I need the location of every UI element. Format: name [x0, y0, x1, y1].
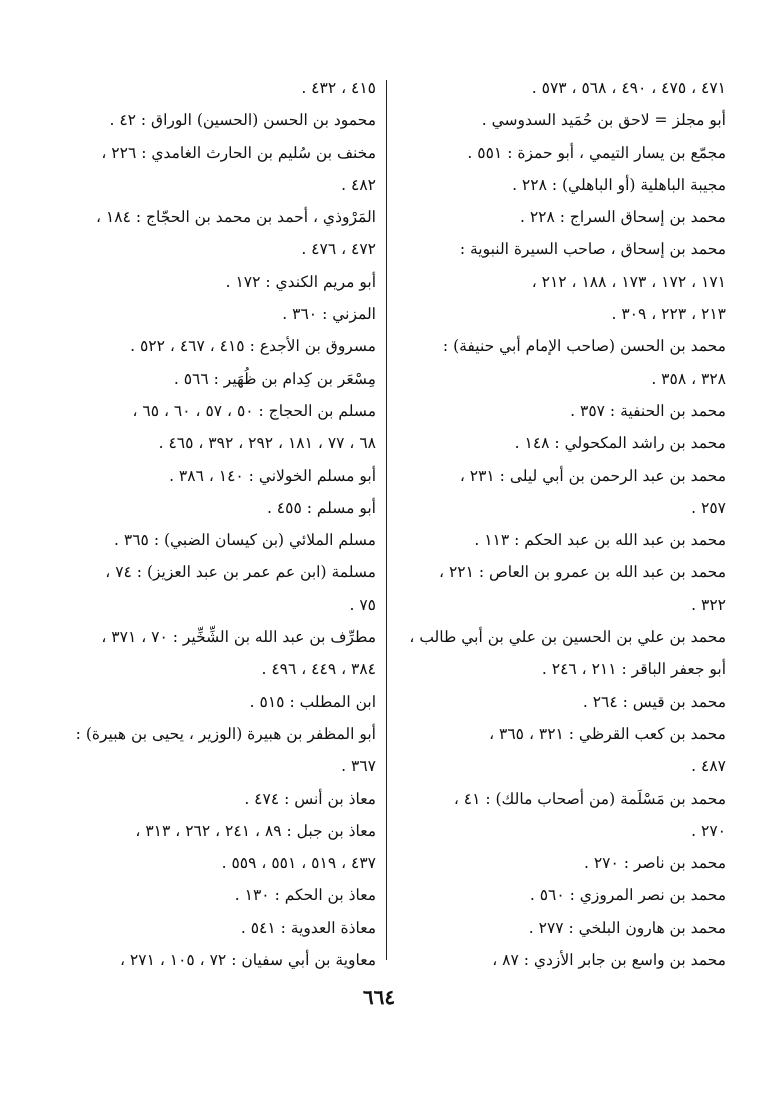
index-entry-line: ٤٣٧ ، ٥١٩ ، ٥٥١ ، ٥٥٩ .	[221, 854, 376, 873]
index-entry-line: محمد بن عبد الرحمن بن أبي ليلى : ٢٣١ ،	[459, 466, 726, 485]
index-entry-line: المَرْوذي ، أحمد بن محمد بن الحجّاج : ١٨٤ ،	[95, 208, 376, 227]
index-entry-line: ٤٧١ ، ٤٧٥ ، ٤٩٠ ، ٥٦٨ ، ٥٧٣ .	[531, 79, 726, 97]
index-entry-line: ٣٢٨ ، ٣٥٨ .	[651, 369, 726, 388]
index-entry-line: ٧٥ .	[349, 595, 376, 614]
index-entry-line: ٤٨٢ .	[341, 175, 376, 194]
index-entry-line: ٢٧٠ .	[691, 821, 726, 840]
index-entry-line: أبو مجلز = لاحق بن حُمَيد السدوسي .	[481, 111, 726, 130]
index-entry-line: مجمّع بن يسار التيمي ، أبو حمزة : ٥٥١ .	[467, 143, 726, 162]
index-entry-line: معاذ بن أنس : ٤٧٤ .	[244, 789, 376, 808]
index-entry-line: مسلمة (ابن عم عمر بن عبد العزيز) : ٧٤ ،	[105, 563, 376, 582]
index-entry-line: ٣٦٧ .	[341, 757, 376, 776]
index-entry-line: أبو مريم الكندي : ١٧٢ .	[225, 272, 376, 291]
index-entry-line: ١٧١ ، ١٧٢ ، ١٧٣ ، ١٨٨ ، ٢١٢ ،	[531, 272, 726, 291]
index-entry-line: محمد بن عبد الله بن عمرو بن العاص : ٢٢١ ،	[439, 563, 726, 582]
index-entry-line: محمد بن نصر المروزي : ٥٦٠ .	[529, 886, 726, 905]
index-entry-line: مسروق بن الأجدع : ٤١٥ ، ٤٦٧ ، ٥٢٢ .	[130, 337, 376, 356]
index-entry-line: محمد بن كعب القرظي : ٣٢١ ، ٣٦٥ ،	[489, 724, 726, 743]
index-entry-line: أبو جعفر الباقر : ٢١١ ، ٢٤٦ .	[541, 660, 726, 679]
index-entry-line: ٤٨٧ .	[691, 757, 726, 776]
index-entry-line: مسلم بن الحجاج : ٥٠ ، ٥٧ ، ٦٠ ، ٦٥ ،	[132, 401, 376, 420]
index-entry-line: ٣٨٤ ، ٤٤٩ ، ٤٩٦ .	[261, 660, 376, 679]
index-entry-line: ٣٢٢ .	[691, 595, 726, 614]
index-entry-line: محمد بن إسحاق السراج : ٢٢٨ .	[520, 208, 726, 227]
index-entry-line: معاذ بن جبل : ٨٩ ، ٢٤١ ، ٢٦٢ ، ٣١٣ ،	[135, 821, 376, 840]
index-entry-line: معاذ بن الحكم : ١٣٠ .	[234, 886, 376, 905]
index-entry-line: ابن المطلب : ٥١٥ .	[249, 692, 376, 711]
index-entry-line: محمد بن الحسن (صاحب الإمام أبي حنيفة) :	[442, 337, 726, 356]
index-entry-line: محمد بن إسحاق ، صاحب السيرة النبوية :	[459, 240, 726, 259]
index-entry-line: معاوية بن أبي سفيان : ٧٢ ، ١٠٥ ، ٢٧١ ،	[119, 951, 376, 970]
column-divider	[386, 80, 387, 960]
index-entry-line: محمد بن هارون البلخي : ٢٧٧ .	[528, 918, 726, 937]
index-column-right	[396, 72, 726, 976]
index-entry-line: ٦٨ ، ٧٧ ، ١٨١ ، ٢٩٢ ، ٣٩٢ ، ٤٦٥ .	[158, 434, 376, 453]
index-entry-line: مطرِّف بن عبد الله بن الشِّخِّير : ٧٠ ، ٣٧١ ،	[101, 628, 376, 647]
index-entry-line: مِسْعَر بن كِدام بن ظُهَير : ٥٦٦ .	[173, 369, 376, 388]
index-entry-line: المزني : ٣٦٠ .	[282, 305, 376, 324]
index-entry-line: معاذة العدوية : ٥٤١ .	[240, 918, 376, 937]
index-entry-line: مسلم الملائي (بن كيسان الضبي) : ٣٦٥ .	[114, 531, 376, 550]
index-entry-line: محمد بن واسع بن جابر الأزدي : ٨٧ ،	[492, 951, 726, 970]
index-entry-line: ٤١٥ ، ٤٣٢ .	[301, 79, 376, 97]
index-entry-line: ٢٥٧ .	[691, 498, 726, 517]
index-entry-line: محمد بن عبد الله بن عبد الحكم : ١١٣ .	[474, 531, 726, 550]
index-entry-line: محمد بن الحنفية : ٣٥٧ .	[570, 401, 726, 420]
index-entry-line: محمد بن علي بن الحسين بن علي بن أبي طالب ،	[409, 628, 726, 647]
index-entry-line: أبو مسلم الخولاني : ١٤٠ ، ٣٨٦ .	[169, 466, 376, 485]
index-entry-line: محمد بن ناصر : ٢٧٠ .	[583, 854, 726, 873]
index-entry-line: ٤٧٢ ، ٤٧٦ .	[301, 240, 376, 259]
index-entry-line: مخنف بن سُليم بن الحارث الغامدي : ٢٢٦ ،	[101, 143, 376, 162]
index-entry-line: ٢١٣ ، ٢٢٣ ، ٣٠٩ .	[611, 305, 726, 324]
index-entry-line: محمد بن مَسْلَمة (من أصحاب مالك) : ٤١ ،	[453, 789, 726, 808]
index-entry-line: محمد بن قيس : ٢٦٤ .	[582, 692, 726, 711]
page-number: ٦٦٤	[362, 985, 396, 1009]
index-entry-line: أبو المظفر بن هبيرة (الوزير ، يحيى بن هبيرة) :	[75, 724, 376, 743]
index-entry-line: محمود بن الحسن (الحسين) الوراق : ٤٢ .	[109, 111, 376, 130]
index-entry-line: مجيبة الباهلية (أو الباهلي) : ٢٢٨ .	[512, 175, 726, 194]
index-entry-line: محمد بن راشد المكحولي : ١٤٨ .	[514, 434, 726, 453]
index-column-left	[60, 72, 376, 976]
index-entry-line: أبو مسلم : ٤٥٥ .	[266, 498, 376, 517]
